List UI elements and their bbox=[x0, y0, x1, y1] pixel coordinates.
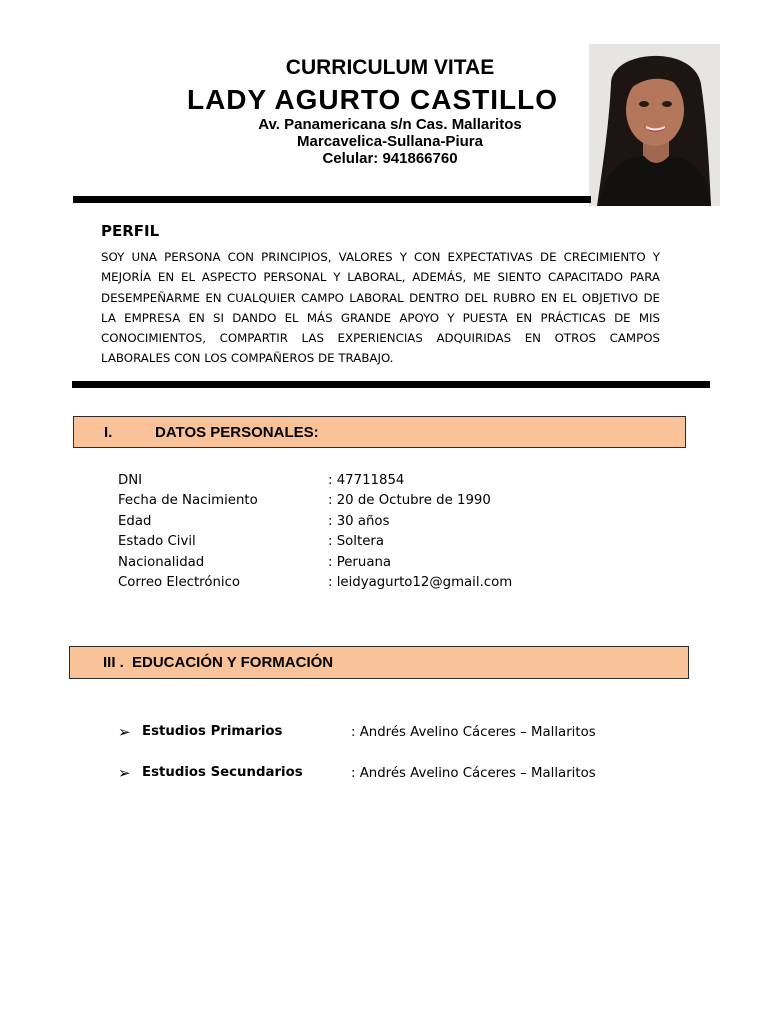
personal-data-row bbox=[118, 555, 618, 575]
field-value[interactable]: : leidyagurto12@gmail.com bbox=[328, 575, 513, 590]
arrow-bullet-icon: ➢ bbox=[118, 764, 131, 782]
arrow-bullet-icon: ➢ bbox=[118, 723, 131, 741]
education-label: Estudios Secundarios bbox=[142, 765, 303, 780]
field-value: : Peruana bbox=[328, 555, 392, 570]
field-label: Edad bbox=[118, 514, 152, 529]
portrait-illustration bbox=[589, 44, 720, 206]
cv-heading: CURRICULUM VITAE bbox=[285, 56, 495, 79]
personal-data-row bbox=[118, 473, 618, 493]
education-row bbox=[118, 765, 678, 787]
profile-photo bbox=[589, 44, 720, 206]
field-label: DNI bbox=[118, 473, 143, 488]
field-label: Correo Electrónico bbox=[118, 575, 241, 590]
section-number: I. bbox=[104, 424, 113, 441]
education-value: : Andrés Avelino Cáceres – Mallaritos bbox=[351, 766, 596, 781]
education-label: Estudios Primarios bbox=[142, 724, 283, 739]
education-row bbox=[118, 724, 678, 746]
section-number: III . bbox=[103, 654, 124, 671]
section-title: EDUCACIÓN Y FORMACIÓN bbox=[132, 654, 334, 671]
personal-data-row bbox=[118, 493, 618, 513]
personal-data-row bbox=[118, 534, 618, 554]
field-label: Estado Civil bbox=[118, 534, 196, 549]
section-datos-personales-header bbox=[73, 416, 686, 448]
field-value: : 30 años bbox=[328, 514, 390, 529]
field-label: Nacionalidad bbox=[118, 555, 205, 570]
header-divider bbox=[73, 196, 591, 203]
address-line-2: Marcavelica-Sullana-Piura bbox=[297, 133, 483, 150]
personal-data-row bbox=[118, 575, 618, 595]
address-line-1: Av. Panamericana s/n Cas. Mallaritos bbox=[258, 116, 522, 133]
field-value: : Soltera bbox=[328, 534, 384, 549]
field-value: : 47711854 bbox=[328, 473, 405, 488]
section-title: DATOS PERSONALES: bbox=[155, 424, 319, 441]
section-divider bbox=[72, 381, 710, 388]
perfil-paragraph: SOY UNA PERSONA CON PRINCIPIOS, VALORES Y CON EXPECTATIVAS DE CRECIMIENTO Y MEJORÍA EN EL ASPECTO PERSONAL Y LABORAL, ADEMÁS, ME SIENTO CAPACITADO PARA DESEMPEÑARME EN CUALQUIER CAMPO LABORAL DENTRO DEL RUBRO EN EL OBJETIVO DE LA EMPRESA EN SI DANDO EL MÁS GRANDE APOYO Y PUESTA EN PRÁCTICAS DE MIS CONOCIMIENTOS, COMPARTIR LAS EXPERIENCIAS ADQUIRIDAS EN OTROS CAMPOS LABORALES CON LOS COMPAÑEROS DE TRABAJO. bbox=[101, 250, 660, 366]
phone-line: Celular: 941866760 bbox=[322, 150, 458, 167]
field-label: Fecha de Nacimiento bbox=[118, 493, 258, 508]
education-value: : Andrés Avelino Cáceres – Mallaritos bbox=[351, 725, 596, 740]
candidate-name: LADY AGURTO CASTILLO bbox=[186, 84, 559, 115]
section-educacion-header bbox=[69, 646, 689, 679]
perfil-heading: PERFIL bbox=[101, 222, 160, 240]
personal-data-row bbox=[118, 514, 618, 534]
field-value: : 20 de Octubre de 1990 bbox=[328, 493, 491, 508]
contact-block bbox=[210, 116, 570, 167]
